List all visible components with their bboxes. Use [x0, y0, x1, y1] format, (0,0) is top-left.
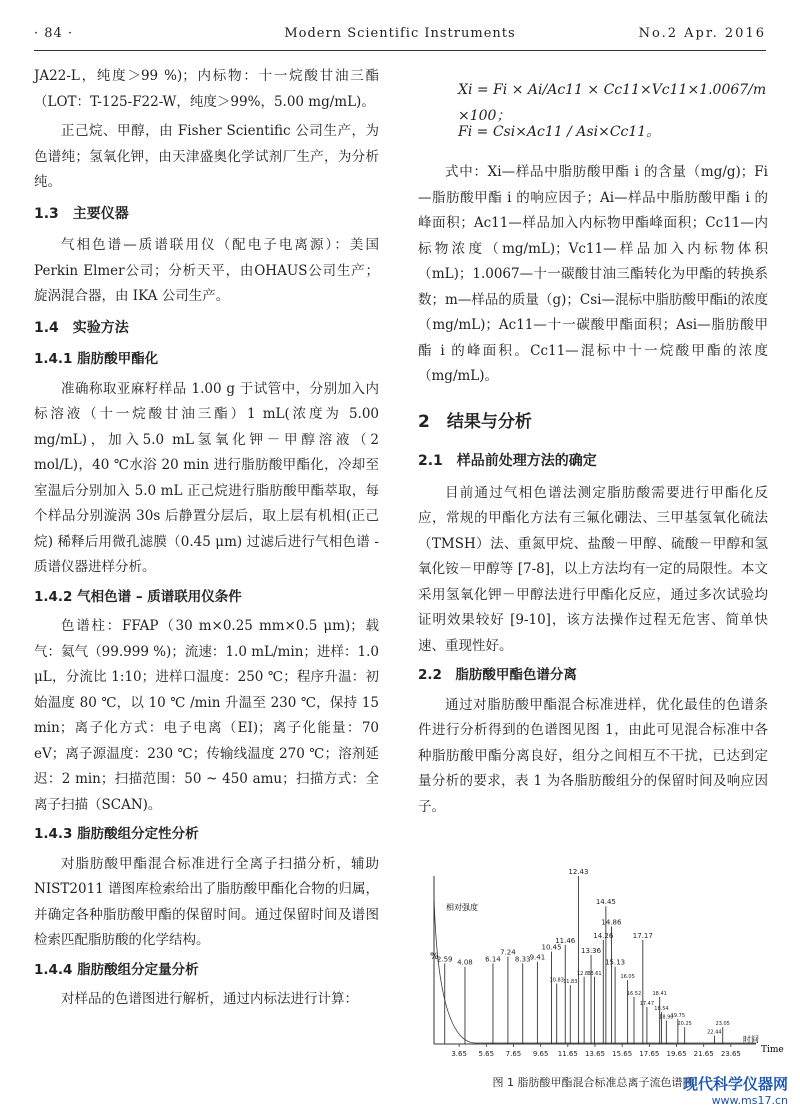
paragraph: 对样品的色谱图进行解析，通过内标法进行计算：: [61, 991, 358, 1007]
paragraph: JA22-L，纯度＞99 %)；内标物：十一烷酸甘油三酯（LOT：T-125-F22-W，纯度＞99%，5.00 mg/mL)。: [34, 68, 379, 110]
peak-label: 10.83: [549, 977, 564, 984]
peak-label: 23.05: [715, 1021, 730, 1028]
peak-label: 19.75: [670, 1012, 686, 1019]
peak-label: 7.24: [500, 948, 516, 957]
paragraph: 目前通过气相色谱法测定脂肪酸需要进行甲酯化反应，常规的甲酯化方法有三氟化硼法、三甲基氢氧化硫法（TMSH）法、重氮甲烷、盐酸－甲醇、硫酸－甲醇和氢氧化铵－甲醇等 [7-8]，以上方法均有一定的局限性。本文采用氢氧化钾－甲醇法进行甲酯化反应，通过多次试验均证明效果较好 [9-10]，该方法操作过程无危害、简单快速、重现性好。: [418, 484, 768, 654]
peak-label: 13.36: [581, 946, 602, 955]
y-axis-unit: %: [430, 952, 439, 962]
peak-label: 18.54: [654, 1006, 669, 1013]
paragraph: 式中：Xi—样品中脂肪酸甲酯 i 的含量（mg/g)；Fi—脂肪酸甲酯 i 的响应因子；Ai—样品中脂肪酸甲酯 i 的峰面积；Ac11—样品加入内标物甲酯峰面积；Cc11—内标物浓度（mg/mL)；Vc11—样品加入内标物体积（mL)；1.0067—十一碳酸甘油三酯转化为甲酯的转换系数；m—样品的质量（g)；Csi—混标中脂肪酸甲酯i的浓度（mg/mL)；Ac11—十一碳酸甲酯面积；Asi—脂肪酸甲酯 i 的峰面积。Cc11—混标中十一烷酸甲酯的浓度（mg/mL)。: [418, 164, 768, 384]
x-tick-label: 7.65: [505, 1050, 522, 1058]
x-tick-label: 15.65: [612, 1050, 633, 1058]
peak-label: 22.44: [707, 1029, 722, 1036]
paragraph: 通过对脂肪酸甲酯混合标准进样，优化最佳的色谱条件进行分析得到的色谱图见图 1，由此可见混合标准中各种脂肪酸甲酯分离良好，组分之间相互不干扰，已达到定量分析的要求，表 1 为各脂肪酸组分的保留时间及响应因子。: [418, 696, 768, 815]
x-tick-label: 9.65: [532, 1050, 549, 1058]
peak-label: 9.41: [529, 953, 546, 962]
watermark-title: 现代科学仪器网: [682, 1075, 788, 1093]
subsection-heading: 1.4.3 脂肪酸组分定性分析: [34, 826, 199, 842]
section-heading: 2.1 样品前处理方法的确定: [418, 453, 597, 469]
peak-label: 2.59: [436, 955, 453, 964]
paragraph: 气相色谱—质谱联用仪（配电子电离源）：美国 Perkin Elmer公司；分析天平，由OHAUS公司生产；旋涡混合器，由 IKA 公司生产。: [34, 237, 379, 304]
right-column: [418, 64, 768, 824]
peak-label: 14.26: [593, 931, 614, 940]
subsection-heading: 1.4.4 脂肪酸组分定量分析: [34, 961, 199, 978]
peak-label: 18.90: [659, 1014, 674, 1021]
left-column: [34, 64, 379, 1017]
x-tick-label: 13.65: [584, 1050, 606, 1058]
peak-label: 16.52: [626, 990, 642, 997]
page-number: · 84 ·: [34, 26, 74, 41]
x-tick-label: 21.65: [693, 1050, 714, 1058]
section-heading: 1.4 实验方法: [34, 319, 129, 336]
peak-label: 13.61: [587, 970, 602, 977]
peak-label: 16.05: [620, 974, 635, 981]
x-tick-label: 23.65: [720, 1050, 741, 1058]
peak-label: 11.83: [563, 979, 578, 986]
baseline-curve: [434, 896, 756, 1043]
chart-ticks: [451, 1044, 741, 1058]
x-tick-label: 5.65: [478, 1050, 495, 1058]
watermark-url: www.ms17.cn: [711, 1094, 788, 1107]
page-header: [34, 22, 766, 51]
chromatogram-chart: [418, 864, 784, 1069]
chart-peak-labels: [437, 868, 730, 1036]
x-tick-label: 17.65: [639, 1050, 660, 1058]
x-axis-unit: Time: [761, 1045, 784, 1055]
x-axis-label: 时间: [743, 1035, 759, 1044]
x-tick-label: 11.65: [557, 1050, 578, 1058]
peak-label: 14.45: [595, 898, 616, 907]
peak-label: 17.47: [639, 1001, 655, 1008]
x-tick-label: 3.65: [451, 1050, 467, 1058]
subsection-heading: 2.2 脂肪酸甲酯色谱分离: [418, 667, 577, 683]
watermark: [683, 1073, 788, 1107]
paragraph: 准确称取亚麻籽样品 1.00 g 于试管中，分别加入内标溶液（十一烷酸甘油三酯）1 mL(浓度为 5.00 mg/mL)，加入5.0 mL氢氧化钾－甲醇溶液（2 mol/L)，40 ℃水浴 20 min 进行脂肪酸甲酯化，冷却至室温后分别加入 5.0 mL 正己烷进行脂肪酸甲酯萃取，每个样品分别漩涡 30s 后静置分层后，取上层有机相(正己烷) 稀释后用微孔滤膜（0.45 μm) 过滤后进行气相色谱 - 质谱仪器进样分析。: [34, 380, 379, 575]
peak-label: 12.85: [576, 970, 592, 977]
peak-label: 8.33: [514, 955, 531, 964]
peak-label: 17.17: [632, 931, 653, 940]
figure-caption: 图 1 脂肪酸甲酯混合标准总离子流色谱图: [492, 1076, 694, 1089]
paragraph: 对脂肪酸甲酯混合标准进行全离子扫描分析，辅助 NIST2011 谱图库检索给出了脂肪酸甲酯化合物的归属，并确定各种脂肪酸甲酯的保留时间。通过保留时间及谱图检索匹配脂肪酸的化学结构。: [34, 855, 379, 948]
peak-label: 6.14: [485, 955, 501, 964]
journal-name: Modern Scientific Instruments: [284, 26, 516, 41]
peak-label: 15.13: [605, 958, 626, 967]
section-heading: 1.3 主要仪器: [34, 205, 129, 222]
formula-block: [418, 64, 768, 160]
peak-label: 4.08: [457, 958, 473, 967]
peak-label: 11.46: [555, 936, 576, 945]
paragraph: 正己烷、甲醇，由 Fisher Scientific 公司生产，为色谱纯；氢氧化钾，由天津盛奥化学试剂厂生产，为分析纯。: [34, 123, 379, 190]
formula-1: Xi = Fi × Ai/Ac11 × Cc11×Vc11×1.0067/m ×100；: [458, 82, 767, 124]
peak-label: 10.45: [541, 943, 562, 952]
issue-info: No.2 Apr. 2016: [638, 26, 766, 41]
x-tick-label: 19.65: [666, 1050, 687, 1058]
section-heading: 2 结果与分析: [418, 411, 532, 432]
peak-label: 12.43: [568, 868, 589, 876]
peak-label: 14.86: [601, 918, 622, 927]
peak-label: 20.25: [677, 1021, 692, 1028]
subsection-heading: 1.4.2 气相色谱 – 质谱联用仪条件: [34, 588, 242, 605]
formula-2: Fi = Csi×Ac11 / Asi×Cc11。: [458, 124, 661, 140]
paragraph: 色谱柱：FFAP（30 m×0.25 mm×0.5 μm)；载气：氦气（99.999 %)；流速：1.0 mL/min；进样：1.0 μL，分流比 1:10；进样口温度：250 ℃；程序升温：初始温度 80 ℃，以 10 ℃ /min 升温至 230 ℃，保持 15 min；离子化方式：电子电离（EI)；离子化能量：70 eV；离子源温度：230 ℃；传输线温度 270 ℃；溶剂延迟：2 min；扫描范围：50 ~ 450 amu；扫描方式：全离子扫描（SCAN)。: [34, 618, 379, 813]
y-axis-label: 相对强度: [446, 903, 478, 912]
subsection-heading: 1.4.1 脂肪酸甲酯化: [34, 351, 159, 367]
peak-label: 18.41: [652, 990, 667, 997]
